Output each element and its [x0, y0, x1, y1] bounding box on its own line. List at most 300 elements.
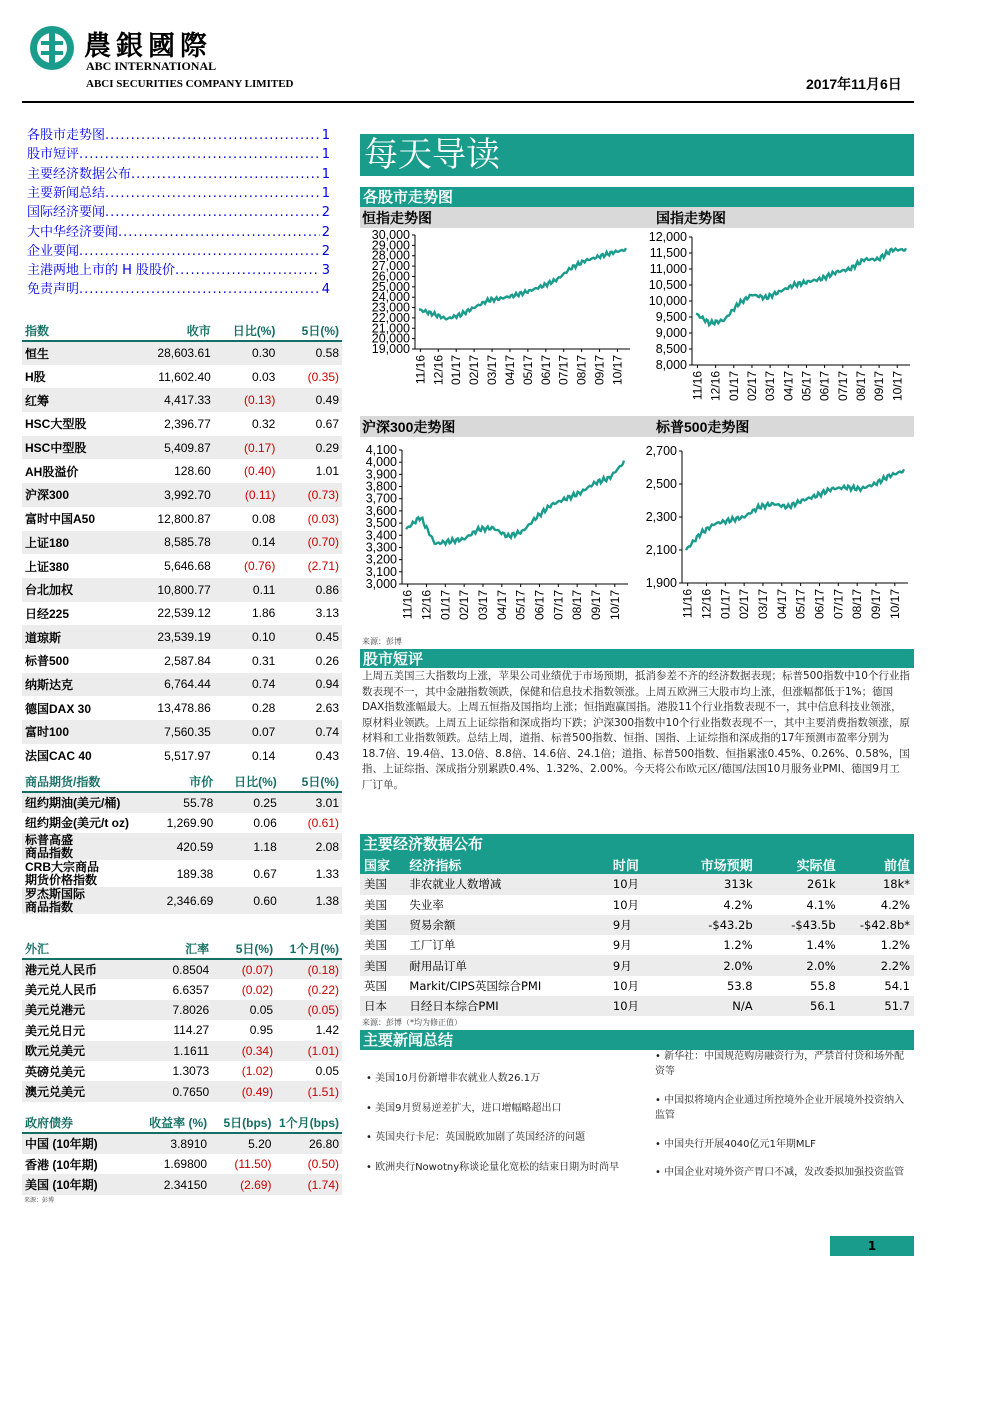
- row-value: 0.8504: [172, 962, 210, 977]
- bond-table: [22, 1113, 342, 1195]
- table-row: [22, 602, 342, 626]
- x-tick-label: 02/17: [467, 355, 482, 386]
- x-tick-label: 08/17: [850, 589, 865, 620]
- x-tick-label: 07/17: [831, 589, 846, 620]
- header-cell: 日比(%): [216, 772, 279, 792]
- x-tick-label: 09/17: [872, 371, 887, 402]
- econ-cell: 英国: [364, 978, 387, 993]
- row-value: 189.38: [176, 866, 214, 881]
- table-row: [22, 1081, 342, 1101]
- logo-chinese-name: 農銀國際: [84, 31, 212, 62]
- y-tick-label: 8,000: [655, 358, 687, 372]
- y-tick-label: 24,000: [371, 290, 410, 305]
- row-value: (0.40): [244, 464, 276, 479]
- toc-leader-dots: [105, 186, 320, 201]
- y-tick-label: 3,600: [365, 503, 397, 518]
- header-cell: 商品期货/指数: [22, 772, 137, 792]
- row-label: CRB大宗商品 期货价格指数: [25, 859, 99, 887]
- econ-cell: -$42.8b*: [859, 918, 910, 933]
- toc-item-page: 2: [321, 205, 330, 221]
- x-tick-label: 06/17: [812, 589, 827, 620]
- row-value: 3.01: [315, 795, 339, 810]
- table-row: [22, 860, 342, 887]
- table-row: [22, 792, 342, 813]
- y-tick-label: 9,500: [655, 310, 687, 324]
- row-value: 1.1611: [173, 1043, 210, 1058]
- row-value: 1.33: [315, 866, 339, 881]
- header-cell: 5日(%): [278, 321, 342, 341]
- x-tick-label: 09/17: [868, 589, 883, 620]
- table-row: [22, 813, 342, 834]
- bullet: •: [366, 1132, 376, 1143]
- row-value: 0.14: [252, 748, 276, 763]
- x-tick-label: 11/16: [400, 590, 415, 620]
- header-cell: 5日(bps): [210, 1113, 274, 1133]
- table-row: [22, 1174, 342, 1195]
- header-cell: 外汇: [22, 939, 132, 959]
- row-value: 0.28: [252, 701, 276, 716]
- x-tick-label: 03/17: [475, 590, 490, 621]
- row-value: 0.05: [315, 1064, 339, 1079]
- row-value: 28,603.61: [157, 346, 211, 361]
- news-item: [366, 1160, 636, 1175]
- econ-source: 来源：彭博（*均为修正值）: [362, 1018, 462, 1027]
- econ-cell: 耐用品订单: [409, 958, 467, 973]
- row-value: (0.50): [307, 1157, 339, 1172]
- row-value: 1.18: [253, 839, 277, 854]
- toc-leader-dots: [118, 225, 320, 240]
- table-row: [22, 720, 342, 744]
- toc-item[interactable]: [27, 124, 330, 143]
- econ-cell: 工厂订单: [409, 938, 456, 953]
- toc-item[interactable]: [27, 201, 330, 220]
- econ-cell: 4.2%: [880, 897, 910, 912]
- econ-cell: 非农就业人数增减: [409, 877, 502, 892]
- logo-icon: [28, 24, 76, 72]
- row-label: 英磅兑美元: [25, 1064, 86, 1079]
- row-label: 美元兑港元: [25, 1003, 86, 1018]
- row-value: 1.3073: [172, 1064, 210, 1079]
- row-value: 0.32: [252, 416, 276, 431]
- row-value: 0.67: [253, 866, 277, 881]
- econ-cell: 美国: [364, 877, 387, 892]
- toc-item-page: 2: [321, 243, 330, 259]
- row-value: (0.22): [307, 982, 339, 997]
- y-tick-label: 3,300: [365, 540, 397, 555]
- header-cell: 日比(%): [214, 321, 279, 341]
- row-label: 纽约期金(美元/t oz): [25, 816, 129, 831]
- row-label: 美元兑人民币: [25, 983, 98, 998]
- y-tick-label: 1,900: [645, 576, 677, 590]
- row-value: 0.74: [252, 677, 276, 692]
- econ-cell: 9月: [612, 958, 632, 973]
- econ-cell: 10月: [612, 999, 640, 1014]
- econ-cell: 1.2%: [723, 938, 753, 953]
- row-value: 0.86: [315, 582, 339, 597]
- y-tick-label: 25,000: [371, 279, 410, 294]
- y-tick-label: 2,500: [645, 477, 677, 491]
- row-label: 美国 (10年期): [25, 1178, 98, 1193]
- series-line: [696, 248, 906, 325]
- econ-cell: 2.0%: [723, 958, 753, 973]
- toc-item-label: 主要新闻总结: [27, 185, 106, 201]
- row-label: 法国CAC 40: [25, 749, 92, 764]
- y-tick-label: 3,500: [365, 516, 397, 531]
- row-value: 5,646.68: [164, 559, 211, 574]
- table-header: [22, 772, 342, 792]
- news-item-text: 中国央行开展4040亿元1年期MLF: [664, 1139, 816, 1150]
- toc-item[interactable]: [27, 278, 330, 297]
- x-tick-label: 10/17: [890, 371, 905, 402]
- y-tick-label: 3,000: [365, 577, 397, 591]
- series-line: [686, 469, 904, 550]
- toc-item-label: 大中华经济要闻: [27, 224, 119, 240]
- toc-item-page: 4: [321, 282, 330, 298]
- row-value: (2.71): [307, 559, 339, 574]
- row-value: 0.06: [253, 815, 277, 830]
- y-tick-label: 4,100: [365, 443, 397, 457]
- econ-cell: 4.2%: [723, 897, 753, 912]
- row-label: 上证180: [25, 535, 70, 550]
- row-label: 美元兑日元: [25, 1023, 86, 1038]
- row-value: 3,992.70: [164, 487, 211, 502]
- toc-leader-dots: [105, 205, 320, 220]
- x-tick-label: 07/17: [551, 590, 566, 621]
- row-label: 标普500: [25, 654, 70, 669]
- row-value: (11.50): [234, 1157, 272, 1172]
- table-row: [22, 578, 342, 602]
- toc-leader-dots: [131, 167, 320, 182]
- header-cell: 汇率: [132, 939, 212, 959]
- row-value: 26.80: [308, 1136, 339, 1151]
- table-row: [22, 887, 342, 914]
- row-value: 4,417.33: [164, 393, 211, 408]
- toc-leader-dots: [79, 244, 320, 259]
- x-tick-label: 06/17: [538, 355, 553, 386]
- row-value: 1.86: [252, 606, 276, 621]
- toc-item[interactable]: [27, 143, 330, 162]
- econ-cell: 9月: [612, 938, 632, 953]
- toc-leader-dots: [105, 128, 320, 143]
- econ-header-cell: 经济指标: [405, 854, 608, 874]
- row-value: 0.14: [252, 535, 276, 550]
- table-row: [22, 388, 342, 412]
- x-tick-label: 01/17: [449, 355, 464, 386]
- table-row: [22, 673, 342, 697]
- x-tick-label: 03/17: [763, 371, 778, 402]
- econ-cell: -$43.5b: [791, 918, 836, 933]
- chart-panel: [362, 210, 630, 385]
- y-tick-label: 26,000: [371, 269, 410, 284]
- toc-item-page: 3: [321, 263, 330, 279]
- table-row: [22, 649, 342, 673]
- bullet: •: [366, 1161, 376, 1173]
- econ-row: [360, 955, 914, 975]
- logo-english-name: ABC INTERNATIONAL: [86, 59, 217, 73]
- news-item-text: 英国央行卡尼：英国脱欧加剧了英国经济的问题: [375, 1132, 586, 1143]
- row-label: HSC大型股: [25, 417, 87, 432]
- y-tick-label: 9,000: [655, 326, 687, 340]
- y-tick-label: 3,200: [365, 552, 397, 567]
- y-tick-label: 21,000: [371, 321, 410, 336]
- row-value: (0.34): [241, 1043, 274, 1058]
- econ-cell: 失业率: [409, 897, 444, 912]
- table-row: [22, 554, 342, 578]
- x-tick-label: 07/17: [835, 371, 850, 402]
- row-label: 上证380: [25, 559, 70, 574]
- row-label: 恒生: [25, 346, 50, 361]
- bullet: •: [655, 1051, 665, 1062]
- row-value: 2.34150: [163, 1177, 208, 1192]
- row-value: 114.27: [173, 1023, 210, 1038]
- table-row: [22, 531, 342, 555]
- toc-item-label: 企业要闻: [27, 243, 80, 259]
- bullet: •: [655, 1167, 665, 1178]
- x-tick-label: 12/16: [699, 589, 714, 620]
- econ-header: [360, 854, 914, 874]
- bullet: •: [366, 1073, 376, 1084]
- row-value: 0.31: [252, 653, 276, 668]
- x-tick-label: 06/17: [532, 590, 547, 621]
- news-item: [655, 1165, 910, 1180]
- row-value: 0.45: [315, 630, 339, 645]
- toc-item[interactable]: [27, 182, 330, 201]
- x-tick-label: 11/16: [680, 589, 695, 619]
- y-tick-label: 2,300: [645, 510, 677, 524]
- commodity-table: [22, 772, 342, 914]
- row-value: 10,800.77: [157, 582, 211, 597]
- y-tick-label: 2,100: [645, 543, 677, 557]
- x-tick-label: 10/17: [607, 590, 622, 621]
- row-value: 6,764.44: [164, 677, 211, 692]
- y-tick-label: 2,700: [645, 444, 677, 458]
- table-row: [22, 412, 342, 436]
- x-tick-label: 11/16: [690, 371, 705, 401]
- chart-panel: [649, 210, 910, 401]
- y-tick-label: 29,000: [371, 238, 410, 253]
- row-value: 0.30: [252, 346, 276, 361]
- econ-row: [360, 895, 914, 915]
- x-tick-label: 04/17: [502, 355, 517, 386]
- fx-table: [22, 939, 342, 1102]
- econ-cell: 1.2%: [880, 938, 910, 953]
- table-row: [22, 483, 342, 507]
- econ-cell: 261k: [807, 877, 836, 892]
- x-tick-label: 01/17: [726, 371, 741, 402]
- toc-item[interactable]: [27, 240, 330, 259]
- market-charts: [360, 207, 914, 637]
- y-tick-label: 3,100: [365, 564, 397, 579]
- econ-cell: N/A: [732, 999, 753, 1014]
- econ-row: [360, 935, 914, 955]
- main-title: 每天导读: [364, 135, 500, 175]
- x-tick-label: 12/16: [431, 355, 446, 386]
- y-tick-label: 3,700: [365, 491, 397, 506]
- commentary-text: 上周五美国三大指数均上涨，苹果公司业绩优于市场预期，抵消参差不齐的经济数据表现；标普500指数中10个行业指数表现不一，其中金融指数领跌，保健和信息技术指数领涨。上周五欧洲三大股市均上涨，但涨幅都低于1%；德国DAX指数涨幅最大。上周五恒指及国指均上涨；恒指跑赢国指。港股11个行业指数表现不一，其中信息科技业领涨，原材料业领跌。上周五上证综指和深成指均下跌；沪深300指数中10个行业指数表现不一，其中主要消费指数领涨，原材料和工业指数领跌。总结上周，道指、标普500指数、恒指、国指、上证综指和深成指的17年预测市盈率分别为18.7倍、19.4倍、13.0倍、8.8倍、14.6倍、24.1倍；道指、标普500指数、恒指累涨0.45%、0.26%、0.58%，国指、上证综指、深成指分别累跌0.4%、1.32%、2.00%。今天将公布欧元区/德国/法国10月服务业PMI、德国9月工厂订单。: [362, 670, 910, 791]
- econ-cell: 1.4%: [806, 938, 836, 953]
- news-item-text: 中国企业对境外资产胃口不减，发改委拟加强投资监管: [664, 1167, 905, 1178]
- header-cell: 政府债券: [22, 1113, 128, 1133]
- table-row: [22, 341, 342, 365]
- econ-row: [360, 976, 914, 996]
- x-tick-label: 03/17: [755, 589, 770, 620]
- row-value: 7.8026: [172, 1002, 210, 1017]
- econ-cell: 10月: [612, 877, 640, 892]
- table-row: [22, 696, 342, 720]
- row-value: 8,585.78: [164, 535, 211, 550]
- econ-cell: 日本: [364, 999, 387, 1014]
- row-value: 0.25: [253, 795, 277, 810]
- econ-cell: 2.0%: [806, 958, 836, 973]
- table-row: [22, 833, 342, 860]
- econ-cell: 10月: [612, 897, 640, 912]
- header-cell: 收市: [131, 321, 214, 341]
- y-tick-label: 3,400: [365, 528, 397, 543]
- x-tick-label: 06/17: [817, 371, 832, 402]
- row-value: 0.07: [252, 724, 276, 739]
- table-row: [22, 1133, 342, 1154]
- row-label: 沪深300: [25, 488, 70, 503]
- row-value: (0.17): [244, 440, 276, 455]
- table-header: [22, 939, 342, 959]
- row-value: (0.05): [307, 1002, 339, 1017]
- row-label: 香港 (10年期): [25, 1157, 98, 1172]
- header-cell: 收益率 (%): [128, 1113, 210, 1133]
- bullet: •: [366, 1102, 376, 1114]
- toc-item-page: 1: [321, 166, 330, 182]
- table-row: [22, 1020, 342, 1040]
- row-value: 0.05: [249, 1002, 274, 1017]
- econ-row: [360, 996, 914, 1016]
- x-tick-label: 05/17: [520, 355, 535, 386]
- x-tick-label: 09/17: [588, 590, 603, 621]
- econ-cell: 313k: [724, 877, 753, 892]
- row-value: (0.11): [244, 487, 276, 502]
- news-item-text: 欧洲央行Nowotny称谈论量化宽松的结束日期为时尚早: [375, 1161, 620, 1173]
- toc-item-page: 1: [321, 128, 330, 143]
- toc-item-label: 各股市走势图: [27, 128, 106, 143]
- x-tick-label: 05/17: [799, 371, 814, 402]
- y-tick-label: 23,000: [371, 300, 410, 315]
- econ-cell: 56.1: [810, 999, 836, 1014]
- row-value: 5,409.87: [164, 440, 211, 455]
- row-value: (1.01): [307, 1043, 339, 1058]
- row-label: 日经225: [25, 606, 70, 621]
- x-tick-label: 02/17: [744, 371, 759, 402]
- econ-header-cell: 国家: [360, 854, 405, 874]
- econ-cell: 51.7: [884, 999, 910, 1014]
- table-row: [22, 1000, 342, 1020]
- row-label: 中国 (10年期): [25, 1137, 98, 1152]
- y-tick-label: 19,000: [371, 342, 410, 356]
- report-date: 2017年11月6日: [806, 76, 902, 92]
- row-value: 23,539.19: [157, 630, 211, 645]
- x-tick-label: 01/17: [438, 590, 453, 621]
- econ-row: [360, 915, 914, 935]
- chart-title: 国指走势图: [656, 210, 726, 226]
- econ-cell: 10月: [612, 978, 640, 993]
- bond-source: 来源：彭博: [24, 1197, 55, 1204]
- table-row: [22, 1061, 342, 1081]
- row-label: 富时100: [25, 725, 70, 740]
- x-tick-label: 10/17: [610, 355, 625, 386]
- row-value: 12,800.87: [157, 511, 211, 526]
- x-tick-label: 12/16: [419, 590, 434, 621]
- row-value: (0.49): [241, 1084, 274, 1099]
- toc-item[interactable]: [27, 259, 330, 278]
- news-item-text: 新华社：中国规范购房融资行为，严禁首付贷和场外配资等: [655, 1051, 905, 1077]
- row-label: 罗杰斯国际 商品指数: [25, 886, 86, 914]
- row-value: (0.03): [307, 511, 339, 526]
- row-value: 420.59: [176, 839, 214, 854]
- row-value: 128.60: [174, 464, 211, 479]
- main-title-banner: [360, 134, 914, 176]
- row-value: 1.42: [315, 1023, 339, 1038]
- news-item: [366, 1101, 636, 1116]
- row-value: (0.13): [244, 393, 276, 408]
- y-tick-label: 11,000: [649, 262, 687, 276]
- row-label: HSC中型股: [25, 441, 87, 456]
- toc-leader-dots: [79, 282, 320, 297]
- row-value: (0.73): [307, 487, 339, 502]
- table-row: [22, 744, 342, 768]
- row-value: 0.74: [315, 724, 339, 739]
- table-row: [22, 625, 342, 649]
- header-cell: 1个月(%): [276, 939, 342, 959]
- row-label: 标普高盛 商品指数: [25, 832, 74, 860]
- y-tick-label: 11,500: [649, 246, 687, 260]
- y-tick-label: 3,800: [365, 479, 397, 494]
- table-header: [22, 321, 342, 341]
- row-value: 22,539.12: [157, 606, 211, 621]
- header-divider: [22, 101, 914, 103]
- x-tick-label: 05/17: [793, 589, 808, 620]
- y-tick-label: 22,000: [371, 310, 410, 325]
- x-tick-label: 11/16: [413, 355, 428, 385]
- x-tick-label: 03/17: [485, 355, 500, 386]
- row-label: 澳元兑美元: [25, 1085, 86, 1100]
- econ-cell: 55.8: [810, 978, 836, 993]
- econ-header-cell: 前值: [840, 854, 914, 874]
- news-item: [366, 1130, 636, 1145]
- row-value: 0.08: [252, 511, 276, 526]
- row-value: (0.61): [307, 815, 339, 830]
- row-value: 2,346.69: [166, 893, 214, 908]
- row-value: 5,517.97: [164, 748, 211, 763]
- bullet: •: [655, 1095, 665, 1106]
- econ-cell: 美国: [364, 897, 387, 912]
- y-tick-label: 10,000: [648, 294, 687, 308]
- econ-cell: 美国: [364, 938, 387, 953]
- header-cell: 5日(%): [280, 772, 342, 792]
- row-value: 2,396.77: [164, 416, 211, 431]
- row-label: 欧元兑美元: [25, 1044, 86, 1059]
- econ-cell: 2.2%: [880, 958, 910, 973]
- row-value: 55.78: [183, 795, 214, 810]
- econ-header-cell: 市场预期: [672, 854, 756, 874]
- row-label: H股: [25, 370, 46, 385]
- table-row: [22, 436, 342, 460]
- news-item: [366, 1071, 636, 1086]
- x-tick-label: 08/17: [570, 590, 585, 621]
- econ-cell: 美国: [364, 918, 387, 933]
- row-value: 5.20: [248, 1136, 272, 1151]
- chart-title: 恒指走势图: [362, 210, 432, 226]
- row-value: 2.63: [315, 701, 339, 716]
- econ-table: [360, 854, 914, 1016]
- toc-item[interactable]: [27, 221, 330, 240]
- toc-item[interactable]: [27, 163, 330, 182]
